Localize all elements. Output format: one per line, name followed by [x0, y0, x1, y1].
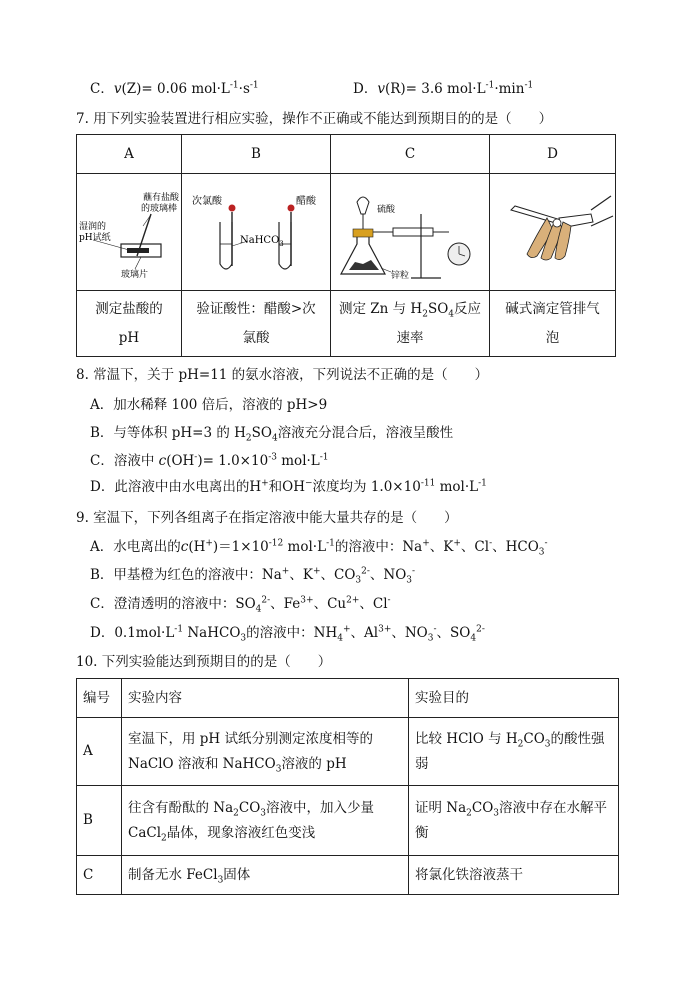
table-row — [77, 856, 619, 895]
q7-diagram-b — [182, 174, 331, 291]
q7-caption-a: 测定盐酸的 pH — [77, 291, 182, 357]
q10-header-purpose: 实验目的 — [409, 679, 619, 718]
q7-caption-d: 碱式滴定管排气 泡 — [490, 291, 616, 357]
q9-option-a: A．水电离出的$c(H^+)=1\times 10^{-12}$ $mol\cdot L^{-1}$的溶液中：Na+、K+、Cl-、$HCO_3^-$ — [90, 538, 548, 558]
label-acetic-acid: 醋酸 — [296, 196, 316, 207]
q10-stem: 10. 下列实验能达到预期目的的是（ ） — [76, 654, 332, 670]
q10-table — [76, 678, 619, 895]
test-tube-diagram — [182, 174, 330, 286]
q9-stem: 9. 室温下，下列各组离子在指定溶液中能大量共存的是（ ） — [76, 510, 458, 526]
row-purpose: 证明 $Na_2CO_3$溶液中存在水解平 衡 — [409, 786, 619, 856]
row-id: C — [77, 856, 122, 895]
ph-paper-diagram — [77, 174, 181, 286]
burette-diagram — [491, 174, 615, 286]
q7-header-d: D — [490, 135, 616, 174]
q7-header-a: A — [77, 135, 182, 174]
row-id: B — [77, 786, 122, 856]
prev-option-c: C．v(Z)= 0.06 $mol\cdot L^{-1}\cdot s^{-1}$ — [90, 80, 259, 97]
q8-option-d: D．此溶液中由水电离出的H+和OH−浓度均为 $1.0\times 10^{-11}$ $mol\cdot L^{-1}$ — [90, 478, 487, 495]
reaction-rate-apparatus — [331, 174, 489, 286]
q8-option-b: B．与等体积 pH=3 的 $H_2SO_4$溶液充分混合后，溶液呈酸性 — [90, 425, 454, 444]
label-nahco3: NaHCO$_3$ — [240, 235, 284, 248]
q7-caption-c: 测定 Zn 与 $H_2SO_4$反应 速率 — [331, 291, 490, 357]
row-purpose: 将氯化铁溶液蒸干 — [409, 856, 619, 895]
q7-header-c: C — [331, 135, 490, 174]
row-content: 制备无水 FeCl$_3$固体 — [122, 856, 409, 895]
label-ph-paper-2: pH试纸 — [79, 233, 111, 243]
q8-option-c: C．溶液中 $c(OH^-)= 1.0\times 10^{-3}$ $mol\cdot L^{-1}$ — [90, 452, 329, 469]
table-row — [77, 718, 619, 786]
label-glass-plate: 玻璃片 — [121, 270, 149, 280]
row-id: A — [77, 718, 122, 786]
label-glass-rod-1: 蘸有盐酸 — [143, 193, 180, 203]
row-purpose: 比较 HClO 与 $H_2CO_3$的酸性强弱 — [409, 718, 619, 786]
prev-option-d: D．v(R)= 3.6 $mol\cdot L^{-1}\cdot\min^{-1}$ — [353, 80, 534, 97]
q9-option-c: C．澄清透明的溶液中：$SO_4^{2-}$、$Fe^{3+}$、$Cu^{2+}$、Cl- — [90, 595, 391, 615]
q7-header-b: B — [182, 135, 331, 174]
q10-header-id: 编号 — [77, 679, 122, 718]
row-content: 往含有酚酞的 $Na_2CO_3$溶液中，加入少量 CaCl$_2$晶体，现象溶液红色变浅 — [122, 786, 409, 856]
q8-option-a: A．加水稀释 100 倍后，溶液的 pH>9 — [90, 397, 328, 413]
q7-stem: 7. 用下列实验装置进行相应实验，操作不正确或不能达到预期目的的是（ ） — [76, 111, 553, 127]
label-hypochlorous-acid: 次氯酸 — [192, 196, 222, 207]
q7-diagram-c — [331, 174, 490, 291]
q7-table — [76, 134, 616, 357]
label-zinc-granules: 锌粒 — [391, 271, 410, 281]
q10-header-content: 实验内容 — [122, 679, 409, 718]
row-content: 室温下，用 pH 试纸分别测定浓度相等的 NaClO 溶液和 NaHCO$_3$溶液的 pH — [122, 718, 409, 786]
label-glass-rod-2: 的玻璃棒 — [141, 204, 178, 214]
q7-diagram-d — [490, 174, 616, 291]
q8-stem: 8. 常温下，关于 pH=11 的氨水溶液，下列说法不正确的是（ ） — [76, 367, 489, 383]
label-ph-paper-1: 湿润的 — [79, 222, 107, 232]
label-sulfuric-acid: 硫酸 — [377, 205, 396, 215]
q9-option-d: D．$0.1mol\cdot L^{-1}$ NaHCO$_3$的溶液中：$NH_4^+$、$Al^{3+}$、$NO_3^-$、$SO_4^{2-}$ — [90, 624, 485, 644]
q9-option-b: B．甲基橙为红色的溶液中：Na+、K+、$CO_3^{2-}$、$NO_3^-$ — [90, 566, 416, 586]
q7-caption-b: 验证酸性：醋酸>次 氯酸 — [182, 291, 331, 357]
table-row — [77, 786, 619, 856]
q7-diagram-a — [77, 174, 182, 291]
